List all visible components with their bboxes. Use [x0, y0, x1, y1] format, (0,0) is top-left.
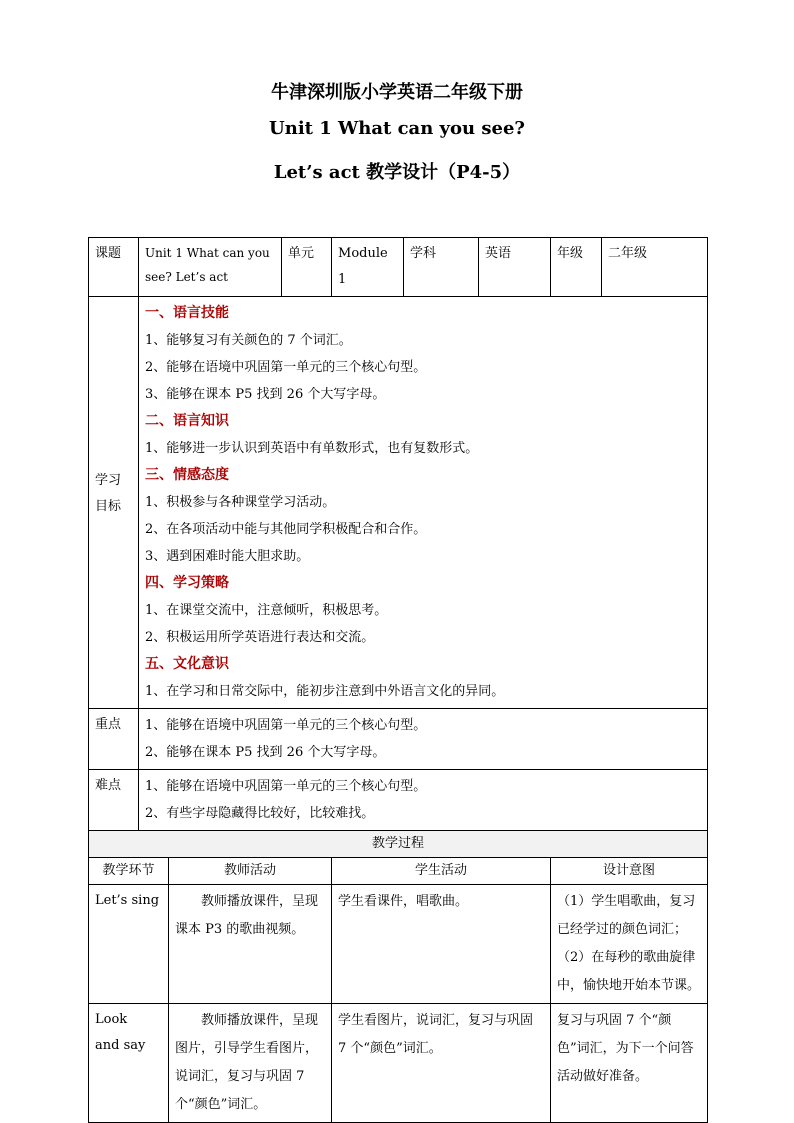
process-stage: Look and say: [89, 1004, 169, 1123]
goals-label: 学习目标: [89, 297, 139, 709]
goal-item: 1、在学习和日常交际中，能初步注意到中外语言文化的异同。: [145, 684, 505, 699]
lesson-title: Let’s act 教学设计（P4-5）: [273, 162, 521, 183]
process-header: 学生活动: [332, 858, 551, 885]
goal-section-title: 五、文化意识: [145, 656, 229, 672]
keti-value: Unit 1 What can you see? Let’s act: [139, 238, 282, 297]
process-teacher: 教师播放课件，呈现课本 P3 的歌曲视频。: [169, 885, 332, 1004]
goal-section-title: 三、情感态度: [145, 467, 229, 483]
goal-section-title: 四、学习策略: [145, 575, 229, 591]
key-points-label: 重点: [89, 709, 139, 770]
goal-section-title: 二、语言知识: [145, 413, 229, 429]
goal-item: 2、在各项活动中能与其他同学积极配合和合作。: [145, 522, 427, 537]
danyuan-value: Module 1: [332, 238, 404, 297]
process-header: 教学环节: [89, 858, 169, 885]
goal-item: 1、积极参与各种课堂学习活动。: [145, 495, 336, 510]
xueke-label: 学科: [404, 238, 479, 297]
goal-section-title: 一、语言技能: [145, 305, 229, 321]
nianji-label: 年级: [551, 238, 602, 297]
difficulty-item: 1、能够在语境中巩固第一单元的三个核心句型。: [145, 779, 427, 794]
process-intent: （1）学生唱歌曲，复习已经学过的颜色词汇；（2）在每秒的歌曲旋律中，愉快地开始本节课。: [551, 885, 708, 1004]
danyuan-label: 单元: [282, 238, 332, 297]
goal-item: 3、遇到困难时能大胆求助。: [145, 549, 310, 564]
process-teacher: 教师播放课件，呈现图片，引导学生看图片，说词汇，复习与巩固 7 个“颜色”词汇。: [169, 1004, 332, 1123]
goal-item: 2、能够在语境中巩固第一单元的三个核心句型。: [145, 360, 427, 375]
goals-content: [139, 297, 708, 709]
key-points-content: [139, 709, 708, 770]
goal-item: 2、积极运用所学英语进行表达和交流。: [145, 630, 375, 645]
process-header: 设计意图: [551, 858, 708, 885]
process-title: 教学过程: [89, 831, 708, 858]
difficulty-item: 2、有些字母隐藏得比较好，比较难找。: [145, 806, 375, 821]
difficulties-content: [139, 770, 708, 831]
keti-label: 课题: [89, 238, 139, 297]
goal-item: 1、在课堂交流中，注意倾听，积极思考。: [145, 603, 388, 618]
process-student: 学生看课件，唱歌曲。: [332, 885, 551, 1004]
key-point-item: 2、能够在课本 P5 找到 26 个大写字母。: [145, 745, 386, 760]
nianji-value: 二年级: [602, 238, 708, 297]
difficulties-label: 难点: [89, 770, 139, 831]
process-stage: Let’s sing: [89, 885, 169, 1004]
key-point-item: 1、能够在语境中巩固第一单元的三个核心句型。: [145, 718, 427, 733]
unit-title: Unit 1 What can you see?: [269, 118, 525, 139]
goal-item: 3、能够在课本 P5 找到 26 个大写字母。: [145, 387, 386, 402]
lesson-plan-table: [88, 237, 708, 1123]
xueke-value: 英语: [479, 238, 551, 297]
process-student: 学生看图片，说词汇，复习与巩固 7 个“颜色”词汇。: [332, 1004, 551, 1123]
goal-item: 1、能够进一步认识到英语中有单数形式，也有复数形式。: [145, 441, 479, 456]
process-header: 教师活动: [169, 858, 332, 885]
doc-title: 牛津深圳版小学英语二年级下册: [271, 82, 523, 103]
goal-item: 1、能够复习有关颜色的 7 个词汇。: [145, 333, 352, 348]
process-intent: 复习与巩固 7 个“颜色”词汇，为下一个问答活动做好准备。: [551, 1004, 708, 1123]
